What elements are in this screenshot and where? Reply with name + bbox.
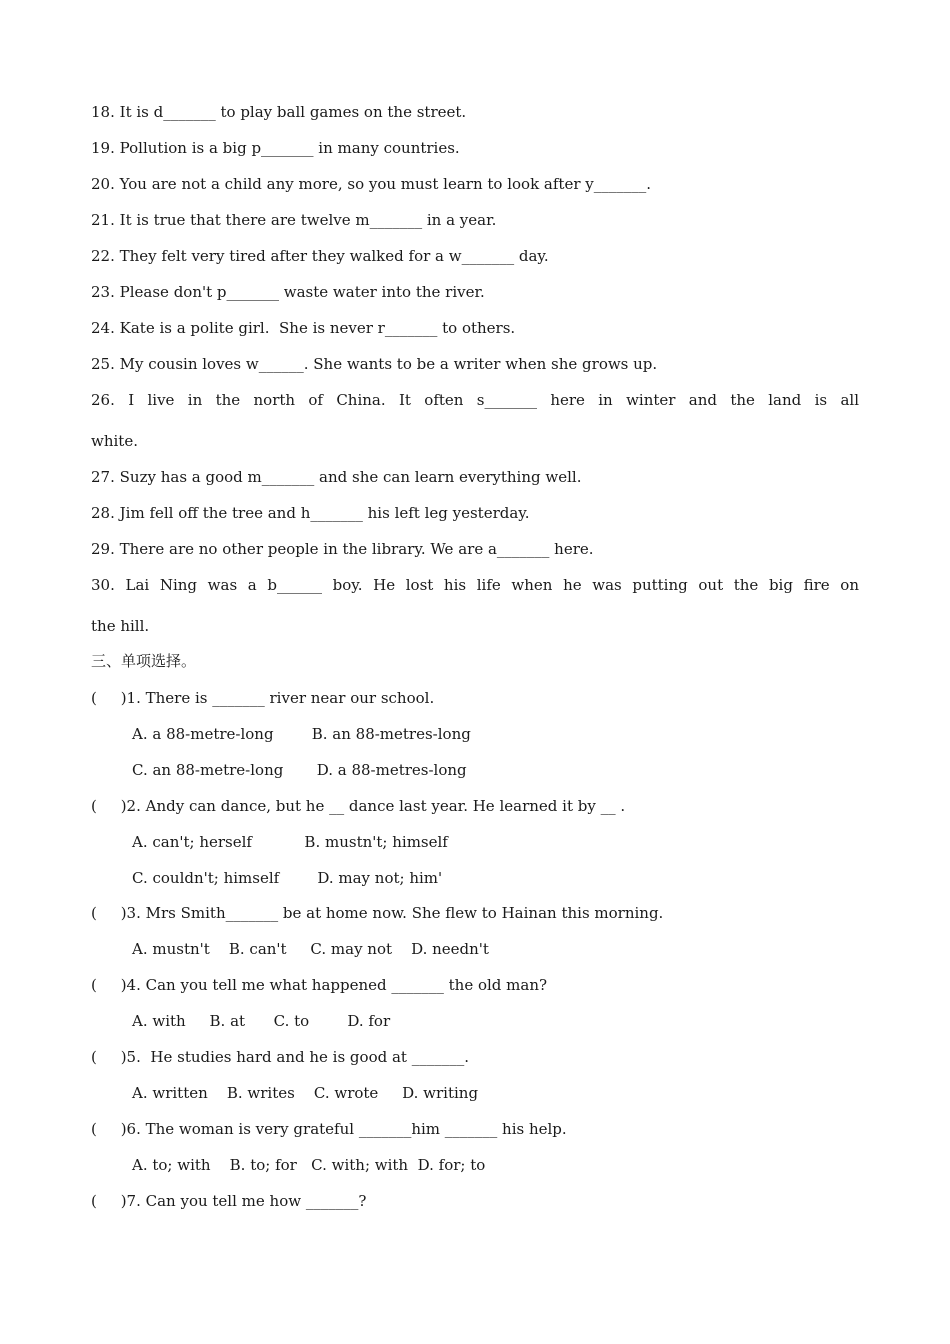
- fill-in-item-30-continued: the hill.: [91, 617, 150, 635]
- fill-in-item-21: 21. It is true that there are twelve m_______ in a year.: [91, 211, 497, 229]
- mc-options-1b: C. an 88-metre-long D. a 88-metres-long: [132, 761, 467, 779]
- fill-in-item-27: 27. Suzy has a good m_______ and she can learn everything well.: [91, 468, 582, 486]
- fill-in-item-26: 26. I live in the north of China. It often s_______ here in winter and the land is all: [91, 391, 859, 409]
- mc-options-4: A. with B. at C. to D. for: [132, 1012, 391, 1030]
- mc-question-1: ( )1. There is _______ river near our school.: [91, 689, 435, 707]
- fill-in-item-22: 22. They felt very tired after they walked for a w_______ day.: [91, 247, 549, 265]
- mc-options-6: A. to; with B. to; for C. with; with D. for; to: [132, 1156, 486, 1174]
- fill-in-item-29: 29. There are no other people in the library. We are a_______ here.: [91, 540, 594, 558]
- fill-in-item-20: 20. You are not a child any more, so you must learn to look after y_______.: [91, 175, 652, 193]
- mc-question-6: ( )6. The woman is very grateful _______him _______ his help.: [91, 1120, 567, 1138]
- mc-question-5: ( )5. He studies hard and he is good at _______.: [91, 1048, 469, 1066]
- fill-in-item-26-continued: white.: [91, 432, 138, 450]
- mc-options-1a: A. a 88-metre-long B. an 88-metres-long: [132, 725, 471, 743]
- mc-options-2a: A. can't; herself B. mustn't; himself: [132, 833, 448, 851]
- fill-in-item-25: 25. My cousin loves w______. She wants to be a writer when she grows up.: [91, 355, 658, 373]
- mc-options-5: A. written B. writes C. wrote D. writing: [132, 1084, 479, 1102]
- fill-in-item-24: 24. Kate is a polite girl. She is never r_______ to others.: [91, 319, 516, 337]
- mc-question-7: ( )7. Can you tell me how _______?: [91, 1192, 367, 1210]
- fill-in-item-30: 30. Lai Ning was a b______ boy. He lost his life when he was putting out the big fire on: [91, 576, 859, 594]
- fill-in-item-18: 18. It is d_______ to play ball games on the street.: [91, 103, 467, 121]
- fill-in-item-28: 28. Jim fell off the tree and h_______ his left leg yesterday.: [91, 504, 530, 522]
- mc-question-3: ( )3. Mrs Smith_______ be at home now. She flew to Hainan this morning.: [91, 904, 664, 922]
- mc-question-2: ( )2. Andy can dance, but he __ dance last year. He learned it by __ .: [91, 797, 626, 815]
- section-title: 三、单项选择。: [91, 652, 197, 670]
- mc-question-4: ( )4. Can you tell me what happened _______ the old man?: [91, 976, 548, 994]
- mc-options-2b: C. couldn't; himself D. may not; him': [132, 869, 443, 887]
- mc-options-3: A. mustn't B. can't C. may not D. needn't: [132, 940, 489, 958]
- fill-in-item-23: 23. Please don't p_______ waste water into the river.: [91, 283, 485, 301]
- fill-in-item-19: 19. Pollution is a big p_______ in many countries.: [91, 139, 460, 157]
